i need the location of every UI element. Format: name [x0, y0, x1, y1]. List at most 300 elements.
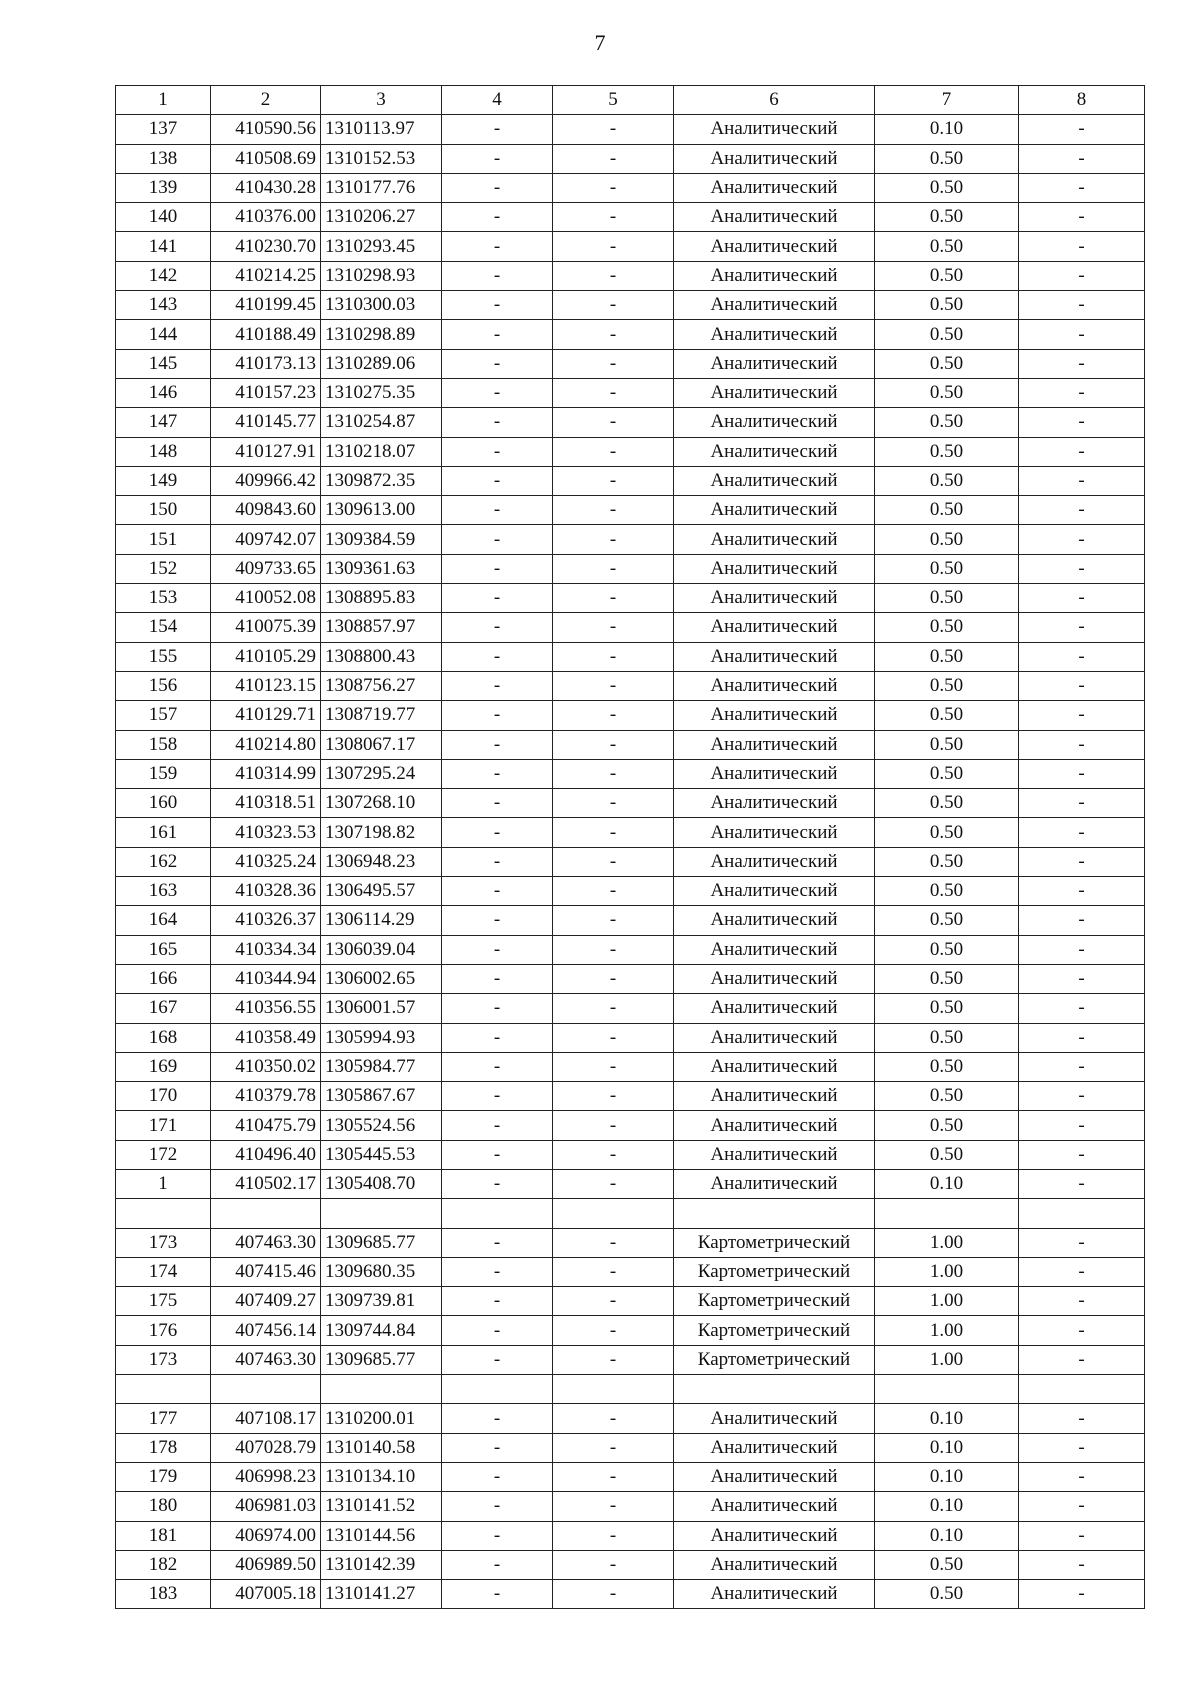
- table-row: [116, 818, 1145, 847]
- accuracy-cell: 0.50: [875, 291, 1019, 320]
- method-cell: Аналитический: [674, 818, 875, 847]
- column-5-cell: -: [553, 1140, 674, 1169]
- table-row: [116, 1580, 1145, 1609]
- method-cell: Картометрический: [674, 1345, 875, 1374]
- column-5-cell: -: [553, 261, 674, 290]
- column-4-cell: -: [442, 613, 553, 642]
- method-cell: Аналитический: [674, 554, 875, 583]
- table-row: [116, 847, 1145, 876]
- column-8-cell: [1019, 1199, 1145, 1228]
- column-8-cell: -: [1019, 1023, 1145, 1052]
- method-cell: Аналитический: [674, 378, 875, 407]
- x-coordinate-cell: 410188.49: [211, 320, 321, 349]
- point-number-cell: 181: [116, 1521, 211, 1550]
- point-number-cell: 147: [116, 408, 211, 437]
- y-coordinate-cell: 1310289.06: [321, 349, 442, 378]
- accuracy-cell: 0.10: [875, 1404, 1019, 1433]
- x-coordinate-cell: 410328.36: [211, 877, 321, 906]
- method-cell: Картометрический: [674, 1316, 875, 1345]
- column-4-cell: -: [442, 1111, 553, 1140]
- column-4-cell: -: [442, 730, 553, 759]
- column-8-cell: -: [1019, 1345, 1145, 1374]
- method-cell: Аналитический: [674, 847, 875, 876]
- method-cell: Аналитический: [674, 1550, 875, 1579]
- point-number-cell: [116, 1375, 211, 1404]
- x-coordinate-cell: 410230.70: [211, 232, 321, 261]
- y-coordinate-cell: 1310206.27: [321, 203, 442, 232]
- column-8-cell: -: [1019, 232, 1145, 261]
- method-cell: Аналитический: [674, 437, 875, 466]
- y-coordinate-cell: 1305408.70: [321, 1169, 442, 1198]
- y-coordinate-cell: 1306948.23: [321, 847, 442, 876]
- column-4-cell: -: [442, 671, 553, 700]
- column-4-cell: -: [442, 935, 553, 964]
- table-row: [116, 642, 1145, 671]
- method-cell: Аналитический: [674, 1492, 875, 1521]
- column-4-cell: -: [442, 1052, 553, 1081]
- table-row: [116, 1492, 1145, 1521]
- x-coordinate-cell: 410052.08: [211, 584, 321, 613]
- accuracy-cell: 0.50: [875, 1580, 1019, 1609]
- column-8-cell: -: [1019, 1404, 1145, 1433]
- method-cell: Аналитический: [674, 1082, 875, 1111]
- accuracy-cell: 0.10: [875, 1492, 1019, 1521]
- column-8-cell: -: [1019, 378, 1145, 407]
- x-coordinate-cell: [211, 1199, 321, 1228]
- table-row: [116, 466, 1145, 495]
- y-coordinate-cell: 1305445.53: [321, 1140, 442, 1169]
- y-coordinate-cell: 1309685.77: [321, 1345, 442, 1374]
- x-coordinate-cell: 409742.07: [211, 525, 321, 554]
- point-number-cell: 142: [116, 261, 211, 290]
- column-8-cell: -: [1019, 935, 1145, 964]
- table-row: [116, 935, 1145, 964]
- table-row: [116, 203, 1145, 232]
- column-8-cell: -: [1019, 994, 1145, 1023]
- table-row: [116, 1140, 1145, 1169]
- column-5-cell: -: [553, 613, 674, 642]
- point-number-cell: 162: [116, 847, 211, 876]
- table-row: [116, 173, 1145, 202]
- point-number-cell: 182: [116, 1550, 211, 1579]
- x-coordinate-cell: 406989.50: [211, 1550, 321, 1579]
- y-coordinate-cell: 1306001.57: [321, 994, 442, 1023]
- column-8-cell: -: [1019, 642, 1145, 671]
- method-cell: Аналитический: [674, 613, 875, 642]
- table-row: [116, 1550, 1145, 1579]
- point-number-cell: 159: [116, 759, 211, 788]
- method-cell: Аналитический: [674, 1433, 875, 1462]
- method-cell: Аналитический: [674, 701, 875, 730]
- method-cell: Аналитический: [674, 789, 875, 818]
- method-cell: Аналитический: [674, 173, 875, 202]
- method-cell: Аналитический: [674, 144, 875, 173]
- table-row: [116, 1462, 1145, 1491]
- column-5-cell: [553, 1199, 674, 1228]
- accuracy-cell: 0.50: [875, 1082, 1019, 1111]
- y-coordinate-cell: 1308756.27: [321, 671, 442, 700]
- column-5-cell: -: [553, 1257, 674, 1286]
- method-cell: Картометрический: [674, 1287, 875, 1316]
- table-row: [116, 964, 1145, 993]
- column-5-cell: -: [553, 173, 674, 202]
- column-5-cell: -: [553, 671, 674, 700]
- method-cell: Аналитический: [674, 730, 875, 759]
- y-coordinate-cell: 1308719.77: [321, 701, 442, 730]
- accuracy-cell: 0.50: [875, 642, 1019, 671]
- column-5-cell: -: [553, 818, 674, 847]
- y-coordinate-cell: 1308800.43: [321, 642, 442, 671]
- table-row: [116, 994, 1145, 1023]
- column-5-cell: -: [553, 1228, 674, 1257]
- table-row: [116, 1228, 1145, 1257]
- point-number-cell: 175: [116, 1287, 211, 1316]
- accuracy-cell: 0.50: [875, 730, 1019, 759]
- point-number-cell: 183: [116, 1580, 211, 1609]
- column-4-cell: -: [442, 261, 553, 290]
- header-cell: 6: [674, 86, 875, 115]
- accuracy-cell: 0.50: [875, 173, 1019, 202]
- point-number-cell: 163: [116, 877, 211, 906]
- column-5-cell: -: [553, 1082, 674, 1111]
- x-coordinate-cell: 410379.78: [211, 1082, 321, 1111]
- column-5-cell: -: [553, 994, 674, 1023]
- method-cell: Аналитический: [674, 1580, 875, 1609]
- x-coordinate-cell: 410129.71: [211, 701, 321, 730]
- y-coordinate-cell: 1307198.82: [321, 818, 442, 847]
- method-cell: Аналитический: [674, 232, 875, 261]
- accuracy-cell: 0.50: [875, 994, 1019, 1023]
- point-number-cell: 174: [116, 1257, 211, 1286]
- table-row: [116, 291, 1145, 320]
- column-8-cell: -: [1019, 291, 1145, 320]
- method-cell: Аналитический: [674, 994, 875, 1023]
- point-number-cell: 138: [116, 144, 211, 173]
- table-row: [116, 1404, 1145, 1433]
- y-coordinate-cell: 1310293.45: [321, 232, 442, 261]
- accuracy-cell: 0.10: [875, 1169, 1019, 1198]
- table-row: [116, 1199, 1145, 1228]
- x-coordinate-cell: 410314.99: [211, 759, 321, 788]
- column-4-cell: [442, 1199, 553, 1228]
- table-row: [116, 730, 1145, 759]
- x-coordinate-cell: 410157.23: [211, 378, 321, 407]
- column-5-cell: -: [553, 584, 674, 613]
- method-cell: Аналитический: [674, 935, 875, 964]
- page-number: 7: [594, 30, 606, 55]
- x-coordinate-cell: 410344.94: [211, 964, 321, 993]
- point-number-cell: 177: [116, 1404, 211, 1433]
- point-number-cell: 158: [116, 730, 211, 759]
- column-4-cell: -: [442, 232, 553, 261]
- method-cell: Аналитический: [674, 759, 875, 788]
- y-coordinate-cell: 1306039.04: [321, 935, 442, 964]
- x-coordinate-cell: 410326.37: [211, 906, 321, 935]
- x-coordinate-cell: 410475.79: [211, 1111, 321, 1140]
- point-number-cell: 150: [116, 496, 211, 525]
- point-number-cell: 161: [116, 818, 211, 847]
- column-4-cell: -: [442, 1462, 553, 1491]
- column-8-cell: -: [1019, 818, 1145, 847]
- accuracy-cell: 0.50: [875, 935, 1019, 964]
- column-8-cell: -: [1019, 349, 1145, 378]
- x-coordinate-cell: 410318.51: [211, 789, 321, 818]
- x-coordinate-cell: 407028.79: [211, 1433, 321, 1462]
- x-coordinate-cell: 407005.18: [211, 1580, 321, 1609]
- column-5-cell: -: [553, 408, 674, 437]
- column-4-cell: -: [442, 1345, 553, 1374]
- column-4-cell: -: [442, 994, 553, 1023]
- method-cell: Аналитический: [674, 1140, 875, 1169]
- point-number-cell: 139: [116, 173, 211, 202]
- x-coordinate-cell: 410127.91: [211, 437, 321, 466]
- y-coordinate-cell: 1310177.76: [321, 173, 442, 202]
- table-row: [116, 1023, 1145, 1052]
- method-cell: Аналитический: [674, 1404, 875, 1433]
- x-coordinate-cell: 410502.17: [211, 1169, 321, 1198]
- y-coordinate-cell: 1309744.84: [321, 1316, 442, 1345]
- y-coordinate-cell: 1309613.00: [321, 496, 442, 525]
- coordinates-table: [115, 85, 1145, 1609]
- x-coordinate-cell: 410075.39: [211, 613, 321, 642]
- method-cell: Аналитический: [674, 466, 875, 495]
- point-number-cell: 145: [116, 349, 211, 378]
- table-row: [116, 1345, 1145, 1374]
- y-coordinate-cell: 1308067.17: [321, 730, 442, 759]
- y-coordinate-cell: 1310298.93: [321, 261, 442, 290]
- y-coordinate-cell: 1305994.93: [321, 1023, 442, 1052]
- column-8-cell: -: [1019, 115, 1145, 144]
- table-row: [116, 1521, 1145, 1550]
- column-8-cell: -: [1019, 320, 1145, 349]
- accuracy-cell: 0.50: [875, 701, 1019, 730]
- column-8-cell: -: [1019, 1521, 1145, 1550]
- point-number-cell: 146: [116, 378, 211, 407]
- method-cell: Аналитический: [674, 642, 875, 671]
- x-coordinate-cell: 410199.45: [211, 291, 321, 320]
- method-cell: Аналитический: [674, 1169, 875, 1198]
- y-coordinate-cell: 1310140.58: [321, 1433, 442, 1462]
- point-number-cell: 173: [116, 1228, 211, 1257]
- y-coordinate-cell: 1309680.35: [321, 1257, 442, 1286]
- point-number-cell: 137: [116, 115, 211, 144]
- table-row: [116, 1257, 1145, 1286]
- point-number-cell: 171: [116, 1111, 211, 1140]
- accuracy-cell: 0.50: [875, 1111, 1019, 1140]
- column-8-cell: -: [1019, 730, 1145, 759]
- x-coordinate-cell: 407415.46: [211, 1257, 321, 1286]
- column-4-cell: -: [442, 1492, 553, 1521]
- x-coordinate-cell: 407409.27: [211, 1287, 321, 1316]
- column-5-cell: -: [553, 1462, 674, 1491]
- x-coordinate-cell: 410590.56: [211, 115, 321, 144]
- table-row: [116, 349, 1145, 378]
- accuracy-cell: 0.50: [875, 554, 1019, 583]
- table-row: [116, 1052, 1145, 1081]
- point-number-cell: 155: [116, 642, 211, 671]
- table-row: [116, 437, 1145, 466]
- table-row: [116, 1111, 1145, 1140]
- table-row: [116, 1316, 1145, 1345]
- y-coordinate-cell: 1309384.59: [321, 525, 442, 554]
- accuracy-cell: 0.50: [875, 964, 1019, 993]
- y-coordinate-cell: 1310144.56: [321, 1521, 442, 1550]
- point-number-cell: 170: [116, 1082, 211, 1111]
- accuracy-cell: 0.50: [875, 320, 1019, 349]
- accuracy-cell: 0.10: [875, 1462, 1019, 1491]
- column-8-cell: -: [1019, 1492, 1145, 1521]
- point-number-cell: [116, 1199, 211, 1228]
- point-number-cell: 165: [116, 935, 211, 964]
- column-8-cell: -: [1019, 1550, 1145, 1579]
- column-8-cell: -: [1019, 554, 1145, 583]
- method-cell: Аналитический: [674, 1052, 875, 1081]
- accuracy-cell: 0.50: [875, 847, 1019, 876]
- y-coordinate-cell: 1307295.24: [321, 759, 442, 788]
- table-row: [116, 877, 1145, 906]
- column-8-cell: -: [1019, 1169, 1145, 1198]
- table-row: [116, 1082, 1145, 1111]
- table-row: [116, 320, 1145, 349]
- table-row: [116, 408, 1145, 437]
- method-cell: Аналитический: [674, 877, 875, 906]
- column-5-cell: -: [553, 349, 674, 378]
- column-8-cell: -: [1019, 1433, 1145, 1462]
- column-4-cell: -: [442, 291, 553, 320]
- x-coordinate-cell: 410376.00: [211, 203, 321, 232]
- column-5-cell: [553, 1375, 674, 1404]
- point-number-cell: 156: [116, 671, 211, 700]
- accuracy-cell: [875, 1199, 1019, 1228]
- column-4-cell: -: [442, 144, 553, 173]
- x-coordinate-cell: 410145.77: [211, 408, 321, 437]
- column-8-cell: -: [1019, 261, 1145, 290]
- column-5-cell: -: [553, 877, 674, 906]
- table-row: [116, 584, 1145, 613]
- table-row: [116, 1287, 1145, 1316]
- column-4-cell: -: [442, 818, 553, 847]
- table-row: [116, 671, 1145, 700]
- column-4-cell: -: [442, 759, 553, 788]
- column-5-cell: -: [553, 1433, 674, 1462]
- column-5-cell: -: [553, 701, 674, 730]
- method-cell: Картометрический: [674, 1257, 875, 1286]
- accuracy-cell: 0.50: [875, 1052, 1019, 1081]
- column-8-cell: -: [1019, 701, 1145, 730]
- y-coordinate-cell: [321, 1199, 442, 1228]
- column-5-cell: -: [553, 232, 674, 261]
- table-row: [116, 1433, 1145, 1462]
- table-row: [116, 525, 1145, 554]
- accuracy-cell: 0.10: [875, 1521, 1019, 1550]
- accuracy-cell: 0.50: [875, 349, 1019, 378]
- table-row: [116, 1375, 1145, 1404]
- column-5-cell: -: [553, 378, 674, 407]
- method-cell: Аналитический: [674, 1462, 875, 1491]
- accuracy-cell: 0.50: [875, 1550, 1019, 1579]
- table-row: [116, 554, 1145, 583]
- column-8-cell: -: [1019, 671, 1145, 700]
- point-number-cell: 168: [116, 1023, 211, 1052]
- y-coordinate-cell: 1307268.10: [321, 789, 442, 818]
- y-coordinate-cell: 1308857.97: [321, 613, 442, 642]
- column-4-cell: -: [442, 408, 553, 437]
- y-coordinate-cell: 1310200.01: [321, 1404, 442, 1433]
- column-4-cell: -: [442, 584, 553, 613]
- column-4-cell: -: [442, 496, 553, 525]
- accuracy-cell: 0.50: [875, 613, 1019, 642]
- accuracy-cell: 0.50: [875, 408, 1019, 437]
- column-5-cell: -: [553, 1404, 674, 1433]
- column-4-cell: -: [442, 1433, 553, 1462]
- method-cell: Аналитический: [674, 964, 875, 993]
- column-5-cell: -: [553, 115, 674, 144]
- accuracy-cell: 0.50: [875, 203, 1019, 232]
- table-row: [116, 1169, 1145, 1198]
- column-5-cell: -: [553, 759, 674, 788]
- column-4-cell: -: [442, 378, 553, 407]
- accuracy-cell: 1.00: [875, 1316, 1019, 1345]
- point-number-cell: 152: [116, 554, 211, 583]
- method-cell: [674, 1199, 875, 1228]
- column-5-cell: -: [553, 1345, 674, 1374]
- point-number-cell: 153: [116, 584, 211, 613]
- point-number-cell: 166: [116, 964, 211, 993]
- x-coordinate-cell: 410508.69: [211, 144, 321, 173]
- x-coordinate-cell: 407456.14: [211, 1316, 321, 1345]
- column-5-cell: -: [553, 1052, 674, 1081]
- method-cell: Аналитический: [674, 906, 875, 935]
- accuracy-cell: 0.50: [875, 437, 1019, 466]
- column-5-cell: -: [553, 1550, 674, 1579]
- x-coordinate-cell: 406974.00: [211, 1521, 321, 1550]
- accuracy-cell: 0.50: [875, 759, 1019, 788]
- header-cell: 5: [553, 86, 674, 115]
- column-8-cell: -: [1019, 173, 1145, 202]
- table-row: [116, 144, 1145, 173]
- accuracy-cell: 1.00: [875, 1228, 1019, 1257]
- table-row: [116, 496, 1145, 525]
- method-cell: Аналитический: [674, 349, 875, 378]
- method-cell: Аналитический: [674, 1023, 875, 1052]
- column-8-cell: -: [1019, 1052, 1145, 1081]
- accuracy-cell: 1.00: [875, 1345, 1019, 1374]
- accuracy-cell: 0.50: [875, 906, 1019, 935]
- table-row: [116, 701, 1145, 730]
- y-coordinate-cell: 1306114.29: [321, 906, 442, 935]
- point-number-cell: 172: [116, 1140, 211, 1169]
- column-4-cell: -: [442, 1404, 553, 1433]
- table-row: [116, 906, 1145, 935]
- x-coordinate-cell: 410358.49: [211, 1023, 321, 1052]
- column-5-cell: -: [553, 964, 674, 993]
- column-8-cell: -: [1019, 1462, 1145, 1491]
- accuracy-cell: 0.50: [875, 789, 1019, 818]
- accuracy-cell: 0.50: [875, 466, 1019, 495]
- column-4-cell: -: [442, 349, 553, 378]
- method-cell: Аналитический: [674, 291, 875, 320]
- y-coordinate-cell: 1309739.81: [321, 1287, 442, 1316]
- point-number-cell: 141: [116, 232, 211, 261]
- y-coordinate-cell: [321, 1375, 442, 1404]
- header-cell: 8: [1019, 86, 1145, 115]
- column-8-cell: -: [1019, 613, 1145, 642]
- column-5-cell: -: [553, 789, 674, 818]
- y-coordinate-cell: 1310152.53: [321, 144, 442, 173]
- column-4-cell: -: [442, 877, 553, 906]
- point-number-cell: 1: [116, 1169, 211, 1198]
- y-coordinate-cell: 1306495.57: [321, 877, 442, 906]
